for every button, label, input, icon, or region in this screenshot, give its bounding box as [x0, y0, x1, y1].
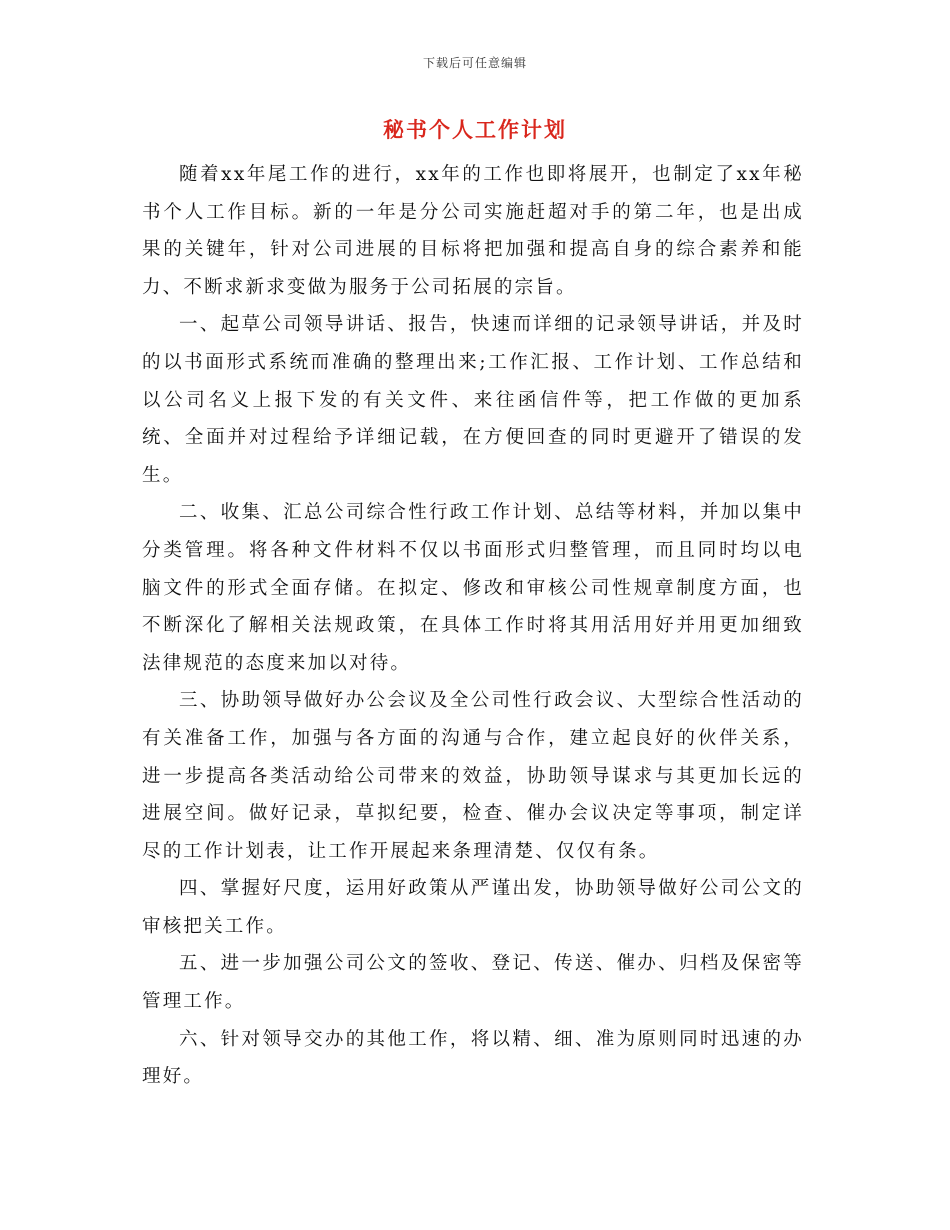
paragraph-item-3: 三、协助领导做好办公会议及全公司性行政会议、大型综合性活动的有关准备工作，加强与各方面的沟通与合作，建立起良好的伙伴关系，进一步提高各类活动给公司带来的效益，协助领导谋求与其更加长远的进展空间。做好记录，草拟纪要，检查、催办会议决定等事项，制定详尽的工作计划表，让工作开展起来条理清楚、仅仅有条。	[142, 690, 804, 862]
document-body	[142, 156, 804, 1096]
paragraph-intro: 随着xx年尾工作的进行，xx年的工作也即将展开，也制定了xx年秘书个人工作目标。新的一年是分公司实施赶超对手的第二年，也是出成果的关键年，针对公司进展的目标将把加强和提高自身的综合素养和能力、不断求新求变做为服务于公司拓展的宗旨。	[142, 164, 804, 298]
paragraph-item-2: 二、收集、汇总公司综合性行政工作计划、总结等材料，并加以集中分类管理。将各种文件材料不仅以书面形式归整管理，而且同时均以电脑文件的形式全面存储。在拟定、修改和审核公司性规章制度方面，也不断深化了解相关法规政策，在具体工作时将其用活用好并用更加细致法律规范的态度来加以对待。	[142, 502, 804, 674]
paragraph-item-4: 四、掌握好尺度，运用好政策从严谨出发，协助领导做好公司公文的审核把关工作。	[142, 878, 804, 937]
paragraph-item-5: 五、进一步加强公司公文的签收、登记、传送、催办、归档及保密等管理工作。	[142, 953, 804, 1013]
paragraph-item-1: 一、起草公司领导讲话、报告，快速而详细的记录领导讲话，并及时的以书面形式系统而准确的整理出来;工作汇报、工作计划、工作总结和以公司名义上报下发的有关文件、来往函信件等，把工作做的更加系统、全面并对过程给予详细记载，在方便回查的同时更避开了错误的发生。	[142, 314, 804, 486]
document-title: 秘书个人工作计划	[383, 117, 567, 142]
paragraph-item-6: 六、针对领导交办的其他工作，将以精、细、准为原则同时迅速的办理好。	[142, 1028, 804, 1088]
header-note: 下载后可任意编辑	[422, 56, 527, 70]
